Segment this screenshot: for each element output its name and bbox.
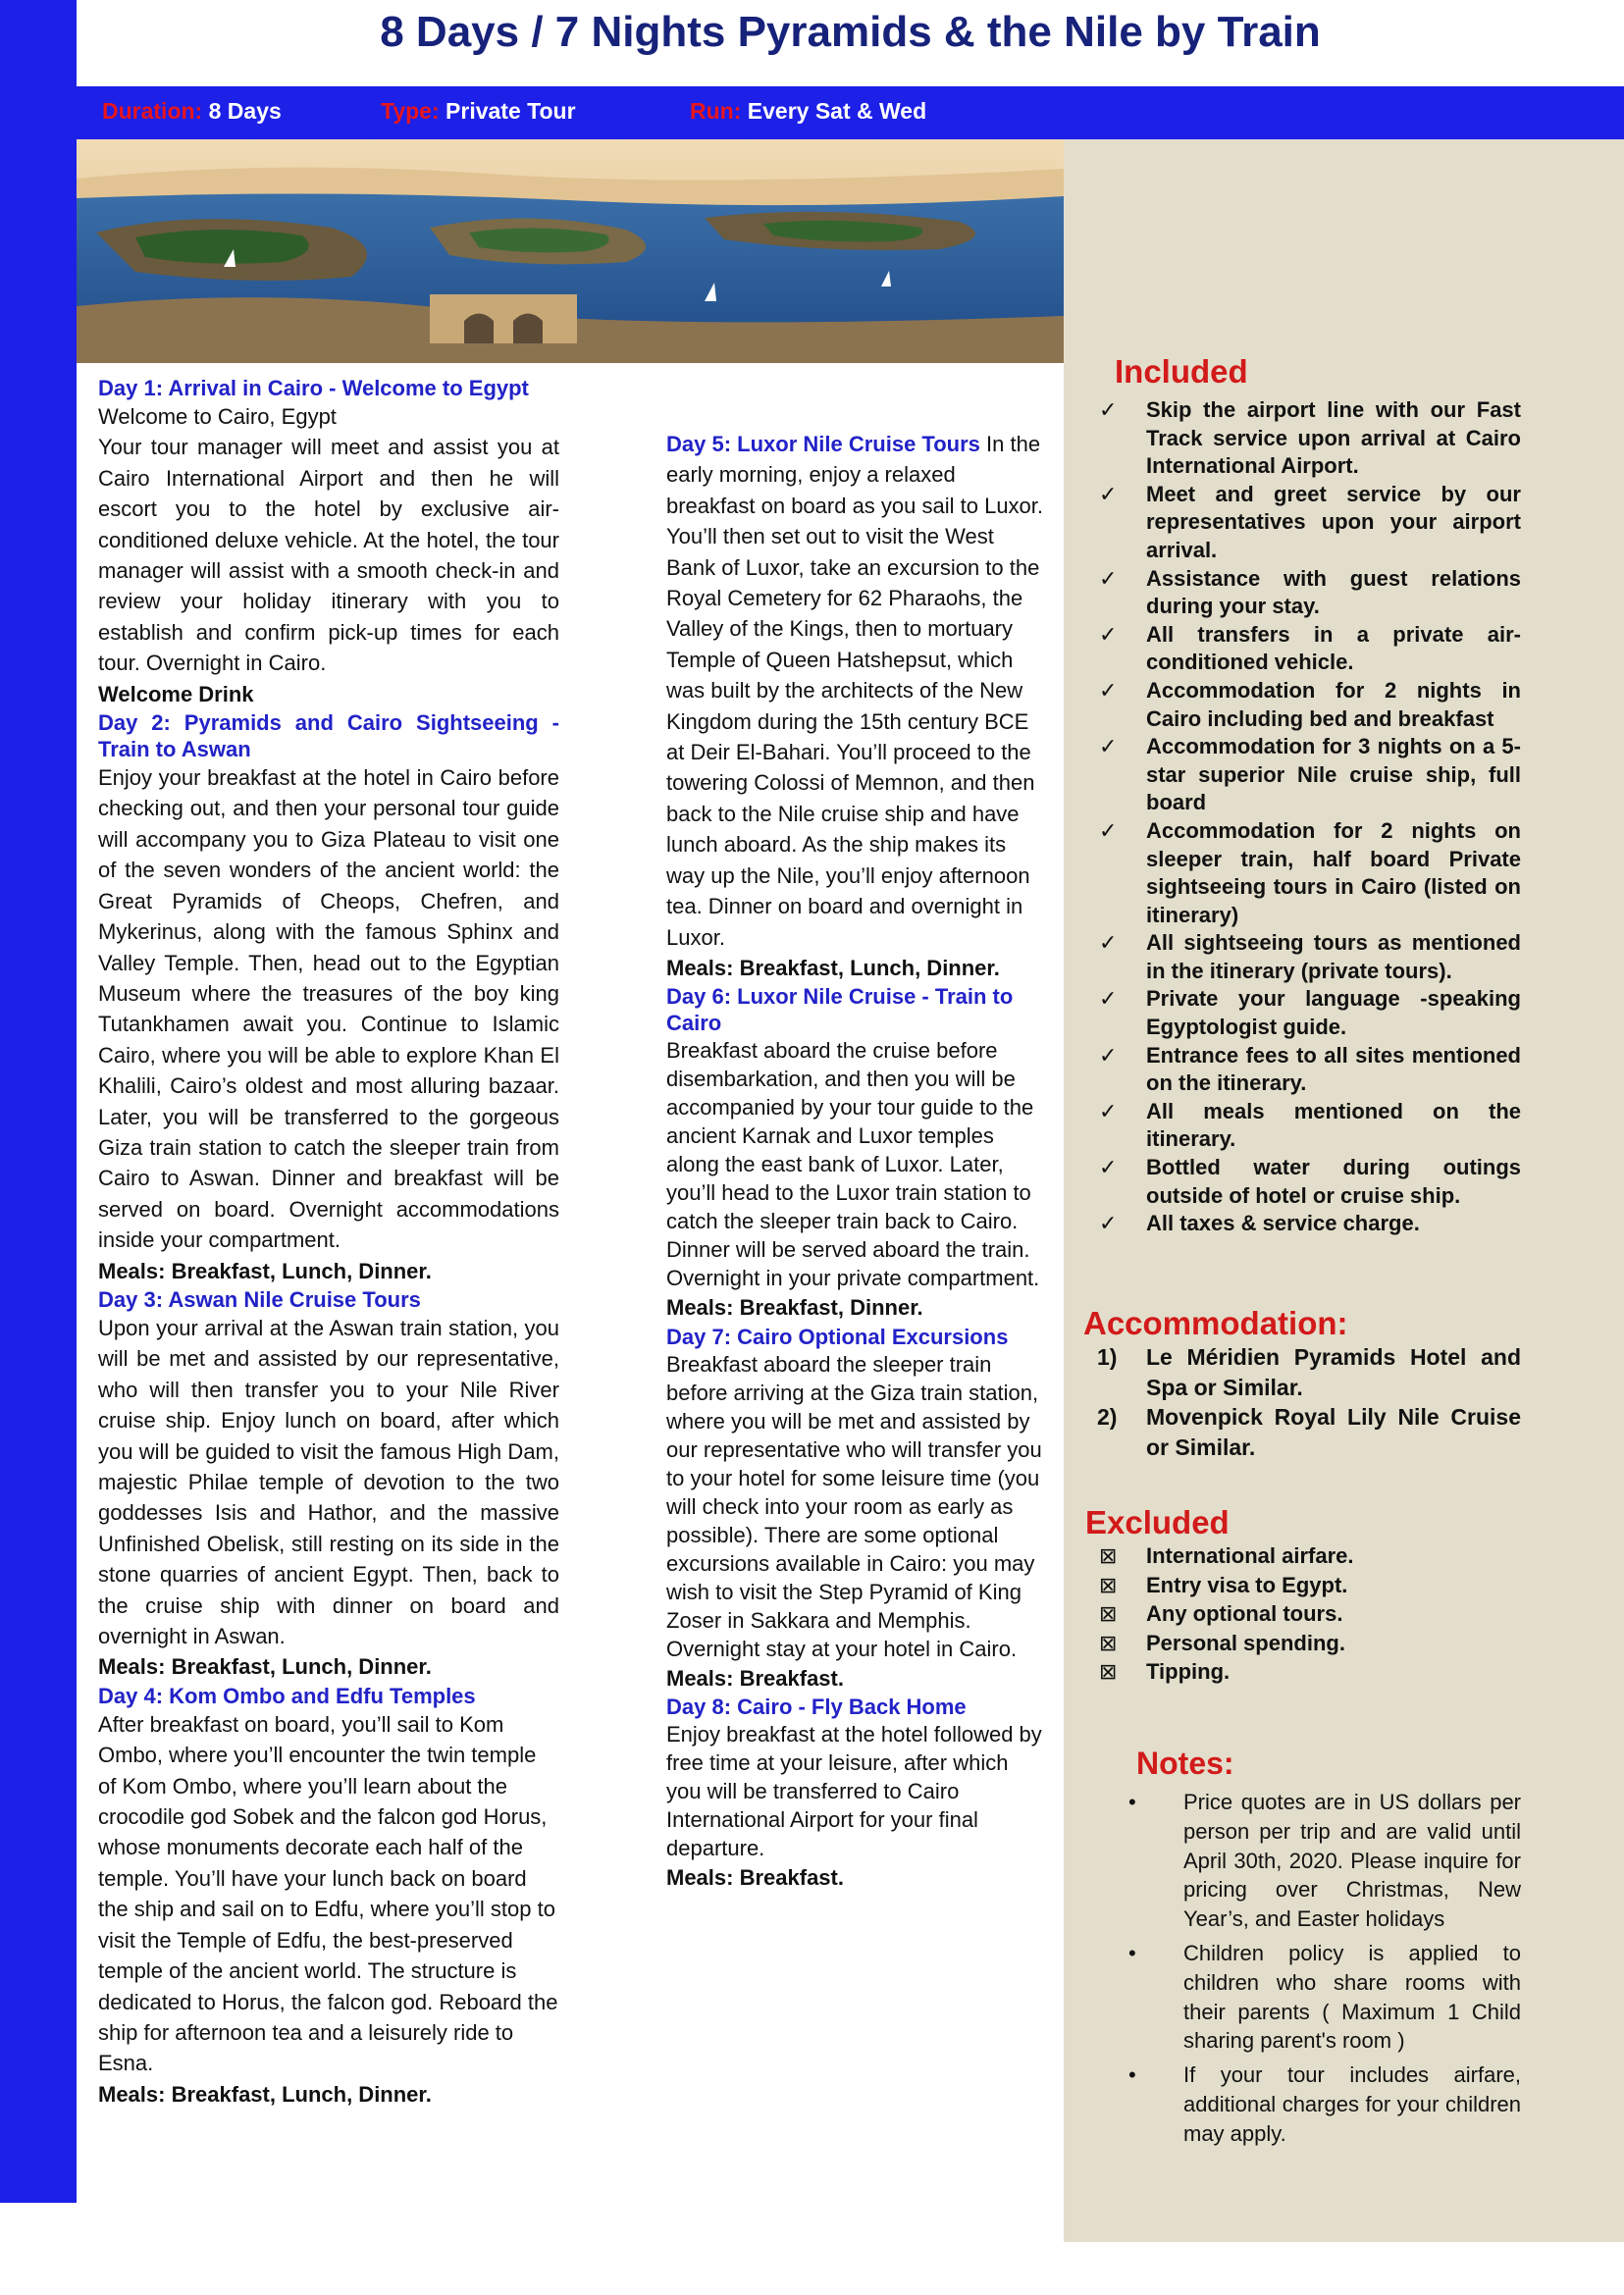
check-icon: ✓ xyxy=(1099,565,1118,591)
list-item: • If your tour includes airfare, additional charges for your children may apply. xyxy=(1128,2062,1521,2146)
day-1-intro: Welcome to Cairo, Egypt xyxy=(98,404,337,429)
day-6-meals: Meals: Breakfast, Dinner. xyxy=(666,1295,923,1321)
duration-value: 8 Days xyxy=(208,98,282,124)
day-1-extra: Welcome Drink xyxy=(98,681,254,706)
day-5-text: In the early morning, enjoy a relaxed breakfast on board as you sail to Luxor. You’ll then set out to visit the West Bank of Luxor, take an excursion to the Royal Cemetery for 62 Pharaohs, the Valley of the Kings, then to mortuary Temple of Queen Hatshepsut, which was built by the architects of the New Kingdom during the 15th century BCE at Deir El-Bahari. You’ll proceed to the towering Colossi of Memnon, and then back to the Nile cruise ship and have lunch aboard. As the ship makes its way up the Nile, you’ll enjoy afternoon tea. Dinner on board and overnight in Luxor. xyxy=(666,432,1044,950)
type-value: Private Tour xyxy=(445,98,576,124)
day-7-text: Breakfast aboard the sleeper train before arriving at the Giza train station, where you will be met and assisted by our representative who will transfer you to your hotel for some leisure time (you will check into your room as early as possible). There are some optional excursions available in Cairo: you may wish to visit the Step Pyramid of King Zoser in Sakkara and Memphis. Overnight stay at your hotel in Cairo. xyxy=(666,1351,1042,1661)
day-4-heading: Day 4: Kom Ombo and Edfu Temples xyxy=(98,1683,476,1708)
list-item: ✓ Accommodation for 2 nights on sleeper train, half board Private sightseeing tours in Cairo (listed on itinerary) xyxy=(1099,817,1521,927)
day-1-heading: Day 1: Arrival in Cairo - Welcome to Egypt xyxy=(98,376,529,400)
check-icon: ✓ xyxy=(1099,1042,1118,1068)
list-item: ⊠ Entry visa to Egypt. xyxy=(1099,1571,1521,1600)
duration-label: Duration: xyxy=(102,98,203,124)
x-box-icon: ⊠ xyxy=(1099,1601,1118,1626)
included-heading: Included xyxy=(1115,353,1248,390)
x-box-icon: ⊠ xyxy=(1099,1630,1118,1655)
list-item: 2) Movenpick Royal Lily Nile Cruise or Similar. xyxy=(1097,1404,1521,1460)
itinerary-column-left xyxy=(98,375,559,2110)
list-item: ✓ Meet and greet service by our representatives upon your airport arrival. xyxy=(1099,481,1521,562)
list-item: 1) Le Méridien Pyramids Hotel and Spa or Similar. xyxy=(1097,1344,1521,1400)
day-5-heading: Day 5: Luxor Nile Cruise Tours xyxy=(666,432,980,456)
day-5-meals: Meals: Breakfast, Lunch, Dinner. xyxy=(666,955,1000,980)
notes-list xyxy=(1128,1788,1521,2154)
run-info xyxy=(690,98,926,125)
item-number: 2) xyxy=(1097,1404,1118,1430)
included-list xyxy=(1099,396,1521,1238)
check-icon: ✓ xyxy=(1099,481,1118,506)
day-6-heading: Day 6: Luxor Nile Cruise - Train to Cairo xyxy=(666,984,1014,1036)
check-icon: ✓ xyxy=(1099,1098,1118,1123)
list-item: ✓ Bottled water during outings outside of hotel or cruise ship. xyxy=(1099,1155,1521,1208)
check-icon: ✓ xyxy=(1099,1211,1118,1236)
left-color-bar xyxy=(0,0,77,2203)
type-info xyxy=(381,98,576,125)
day-4-text: After breakfast on board, you’ll sail to Kom Ombo, where you’ll encounter the twin temple of Kom Ombo, where you’ll learn about the crocodile god Sobek and the falcon god Horus, whose monuments decorate each half of the temple. You’ll have your lunch back on board the ship and sail on to Edfu, where you’ll stop to visit the Temple of Edfu, the best-preserved temple of the ancient world. The structure is dedicated to Horus, the falcon god. Reboard the ship for afternoon tea and a leisurely ride to Esna. xyxy=(98,1711,558,2076)
day-3-heading: Day 3: Aswan Nile Cruise Tours xyxy=(98,1286,421,1312)
day-2-text: Enjoy your breakfast at the hotel in Cairo before checking out, and then your personal tour guide will accompany you to Giza Plateau to visit one of the seven wonders of the ancient world: the Great Pyramids of Cheops, Chefren, and Mykerinus, along with the famous Sphinx and Valley Temple. Then, head out to the Egyptian Museum where the treasures of the boy king Tutankhamen await you. Continue to Islamic Cairo, where you will be able to explore Khan El Khalili, Cairo’s oldest and most alluring bazaar. Later, you will be transferred to the gorgeous Giza train station to catch the sleeper train from Cairo to Aswan. Dinner and breakfast will be served on board. Overnight accommodations inside your compartment. xyxy=(98,765,559,1253)
list-item: ✓ All meals mentioned on the itinerary. xyxy=(1099,1098,1521,1152)
accommodation-heading: Accommodation: xyxy=(1083,1305,1348,1341)
day-6-text: Breakfast aboard the cruise before disembarkation, and then you will be accompanied by your tour guide to the ancient Karnak and Luxor temples along the east bank of Luxor. Later, you’ll head to the Luxor train station to catch the sleeper train back to Cairo. Dinner will be served aboard the train. Overnight in your private compartment. xyxy=(666,1038,1040,1291)
duration-info xyxy=(102,98,282,125)
list-item: ⊠ Tipping. xyxy=(1099,1657,1521,1687)
check-icon: ✓ xyxy=(1099,817,1118,843)
x-box-icon: ⊠ xyxy=(1099,1543,1118,1568)
day-3-meals: Meals: Breakfast, Lunch, Dinner. xyxy=(98,1654,432,1680)
day-3-text: Upon your arrival at the Aswan train station, you will be met and assisted by our representative, who will then transfer you to your Nile River cruise ship. Enjoy lunch on board, after which you will be guided to visit the famous High Dam, majestic Philae temple of devotion to the two goddesses Isis and Hathor, and the massive Unfinished Obelisk, still resting on its side in the stone quarries of ancient Egypt. Then, back to the cruise ship with dinner on board and overnight in Aswan. xyxy=(98,1315,559,1649)
type-label: Type: xyxy=(381,98,440,124)
list-item: ✓ Private your language -speaking Egyptologist guide. xyxy=(1099,986,1521,1040)
list-item: ✓ Assistance with guest relations during your stay. xyxy=(1099,565,1521,619)
list-item: ✓ Accommodation for 2 nights in Cairo including bed and breakfast xyxy=(1099,677,1521,731)
day-8-text: Enjoy breakfast at the hotel followed by free time at your leisure, after which you will be transferred to Cairo International Airport for your final departure. xyxy=(666,1722,1042,1861)
tour-info-bar xyxy=(77,86,1624,139)
day-2-meals: Meals: Breakfast, Lunch, Dinner. xyxy=(98,1258,432,1283)
day-2-heading: Day 2: Pyramids and Cairo Sightseeing - Train to Aswan xyxy=(98,710,559,762)
run-value: Every Sat & Wed xyxy=(747,98,927,124)
list-item: ✓ Accommodation for 3 nights on a 5-star superior Nile cruise ship, full board xyxy=(1099,734,1521,815)
nile-landscape-photo xyxy=(77,139,1064,363)
day-4-meals: Meals: Breakfast, Lunch, Dinner. xyxy=(98,2081,432,2107)
list-item: ⊠ Personal spending. xyxy=(1099,1629,1521,1658)
excluded-list xyxy=(1099,1541,1521,1687)
day-7-heading: Day 7: Cairo Optional Excursions xyxy=(666,1324,1009,1349)
check-icon: ✓ xyxy=(1099,930,1118,956)
bullet-icon: • xyxy=(1128,1790,1136,1814)
day-8-meals: Meals: Breakfast. xyxy=(666,1865,844,1891)
page-title: 8 Days / 7 Nights Pyramids & the Nile by Train xyxy=(380,8,1321,56)
bullet-icon: • xyxy=(1128,2062,1136,2088)
itinerary-column-right xyxy=(666,429,1044,1894)
check-icon: ✓ xyxy=(1099,677,1118,703)
check-icon: ✓ xyxy=(1099,621,1118,647)
x-box-icon: ⊠ xyxy=(1099,1659,1118,1684)
x-box-icon: ⊠ xyxy=(1099,1572,1118,1597)
day-5-block xyxy=(666,429,1044,953)
check-icon: ✓ xyxy=(1099,1155,1118,1180)
list-item: ✓ All sightseeing tours as mentioned in the itinerary (private tours). xyxy=(1099,930,1521,983)
list-item: ✓ All taxes & service charge. xyxy=(1099,1210,1521,1238)
list-item: • Children policy is applied to children who share rooms with their parents ( Maximum 1 Child sharing parent's room ) xyxy=(1128,1940,1521,2054)
list-item: • Price quotes are in US dollars per person per trip and are valid until April 30th, 2020. Please inquire for pricing over Christmas, New Year’s, and Easter holidays xyxy=(1128,1790,1521,1932)
notes-heading: Notes: xyxy=(1136,1746,1234,1781)
list-item: ✓ Entrance fees to all sites mentioned on the itinerary. xyxy=(1099,1042,1521,1096)
list-item: ✓ Skip the airport line with our Fast Track service upon arrival at Cairo International Airport. xyxy=(1099,397,1521,479)
excluded-heading: Excluded xyxy=(1085,1504,1230,1540)
accommodation-list xyxy=(1097,1342,1521,1462)
list-item: ✓ All transfers in a private air-conditioned vehicle. xyxy=(1099,621,1521,675)
item-number: 1) xyxy=(1097,1344,1118,1370)
run-label: Run: xyxy=(690,98,742,124)
check-icon: ✓ xyxy=(1099,986,1118,1012)
day-1-text: Your tour manager will meet and assist you at Cairo International Airport and then he will escort you to the hotel by exclusive air-conditioned deluxe vehicle. At the hotel, the tour manager will assist with a smooth check-in and review your holiday itinerary with you to establish and confirm pick-up times for each tour. Overnight in Cairo. xyxy=(98,435,559,676)
bullet-icon: • xyxy=(1128,1940,1136,1965)
day-7-meals: Meals: Breakfast. xyxy=(666,1665,844,1691)
check-icon: ✓ xyxy=(1099,734,1118,759)
list-item: ⊠ Any optional tours. xyxy=(1099,1599,1521,1629)
day-8-heading: Day 8: Cairo - Fly Back Home xyxy=(666,1695,967,1720)
list-item: ⊠ International airfare. xyxy=(1099,1541,1521,1571)
check-icon: ✓ xyxy=(1099,397,1118,422)
